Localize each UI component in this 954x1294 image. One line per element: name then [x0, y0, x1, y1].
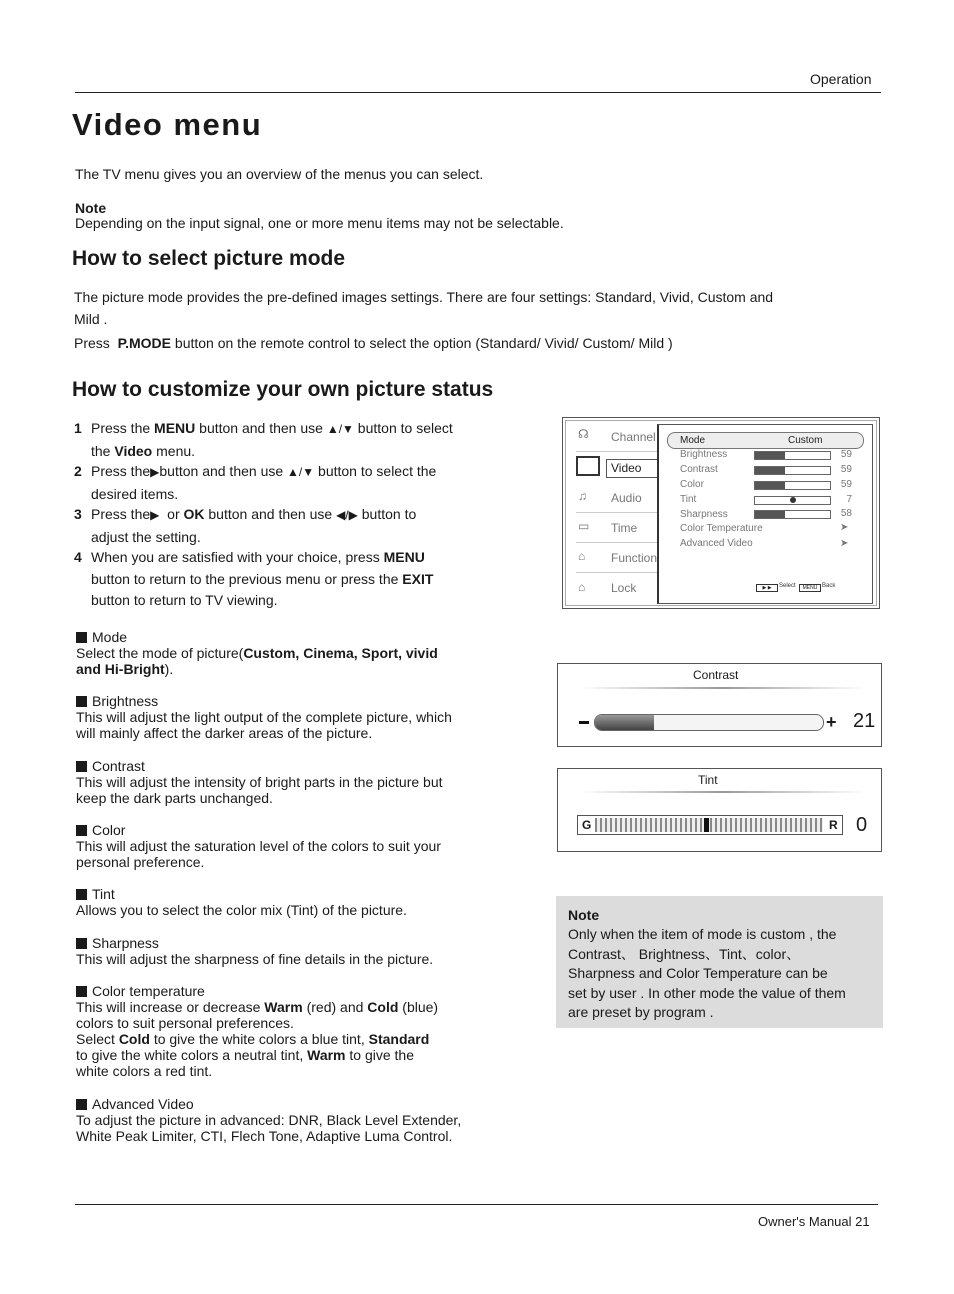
contrast-osd-title: Contrast: [693, 668, 739, 682]
channel-icon: ☊: [578, 427, 589, 441]
bullet-square-icon: [76, 1099, 87, 1110]
customize-heading: How to customize your own picture status: [72, 378, 494, 401]
function-icon: ⌂: [578, 549, 586, 563]
row-color-value: 59: [840, 479, 852, 490]
item-desc: [76, 1047, 438, 1063]
row-color-label: Color: [680, 479, 704, 490]
row-tint-label: Tint: [680, 494, 697, 505]
item-title: [76, 1096, 461, 1112]
tint-ticks: [595, 818, 823, 832]
select-mode-paragraph-line2: Mild .: [74, 311, 108, 327]
item-title: [76, 822, 441, 838]
up-down-arrow-icon: ▲/▼: [287, 465, 315, 479]
audio-icon: ♫: [578, 489, 587, 503]
footer-back-label: Back: [822, 583, 836, 589]
item-text: This will adjust the light output of the complete picture, which: [76, 709, 452, 725]
item-text: to give the white colors a neutral tint,: [76, 1047, 304, 1063]
item-title: [76, 935, 433, 951]
note-line: set by user . In other mode the value of them: [568, 984, 846, 1001]
item-title: [76, 758, 443, 774]
item-text: White Peak Limiter, CTI, Flech Tone, Adaptive Luma Control.: [76, 1128, 453, 1144]
item-text: will mainly affect the darker areas of the picture.: [76, 725, 373, 741]
item-title: [76, 629, 516, 645]
side-divider: [576, 512, 658, 513]
item-bold: Cold: [118, 1031, 150, 1047]
step-number: 2: [74, 463, 82, 479]
item-text: (blue): [402, 999, 439, 1015]
side-divider: [576, 451, 658, 452]
item-brightness: [76, 693, 452, 741]
video-icon: [576, 456, 600, 476]
step-text: button to select: [353, 420, 453, 436]
row-brightness-label: Brightness: [680, 449, 728, 460]
item-name: Mode: [92, 629, 128, 645]
bar-fill: [755, 482, 785, 489]
item-text: This will increase or decrease: [76, 999, 261, 1015]
row-tint-bar[interactable]: [754, 496, 831, 505]
tint-osd: [557, 768, 882, 852]
item-bold: and Hi-Bright: [76, 661, 165, 677]
tint-right-label: R: [829, 818, 838, 832]
press-rest: button on the remote control to select the option (Standard/ Vivid/ Custom/ Mild ): [174, 335, 673, 351]
item-title: [76, 983, 438, 999]
side-menu-function[interactable]: Function: [611, 551, 658, 565]
item-text: (red) and: [306, 999, 364, 1015]
side-divider: [576, 542, 658, 543]
step-text: Press the: [91, 420, 151, 436]
step-text: Press the: [91, 506, 151, 522]
plus-icon: +: [826, 712, 837, 732]
row-color-bar[interactable]: [754, 481, 831, 490]
step-text: button to: [357, 506, 417, 522]
left-right-arrow-icon: ◀/▶: [336, 508, 358, 522]
item-bold: Standard: [368, 1031, 430, 1047]
step-text: button and then use: [208, 506, 337, 522]
side-menu-video: Video: [611, 461, 642, 475]
item-name: Color temperature: [92, 983, 205, 999]
exit-key: EXIT: [402, 570, 434, 587]
color-temperature-arrow-icon: ➤: [840, 522, 849, 533]
bar-fill: [755, 452, 785, 459]
tint-osd-divider: [580, 791, 865, 793]
tint-dot-icon: [790, 497, 796, 503]
step-4: [74, 547, 514, 612]
header-rule: [75, 92, 881, 93]
footer-page-label: Owner's Manual 21: [758, 1214, 870, 1229]
page-title: Video menu: [72, 107, 263, 142]
item-text: to give the: [349, 1047, 415, 1063]
select-mode-heading: How to select picture mode: [72, 247, 346, 270]
note-line: Only when the item of mode is custom , the: [568, 926, 837, 942]
tint-marker: [704, 818, 709, 832]
bullet-square-icon: [76, 696, 87, 707]
item-color-temperature: [76, 983, 438, 1079]
row-tint-value: 7: [846, 494, 852, 505]
item-sharpness: [76, 935, 433, 967]
item-title: [76, 886, 407, 902]
footer-rule: [75, 1204, 878, 1205]
ok-key: OK: [183, 506, 205, 522]
item-name: Sharpness: [92, 935, 159, 951]
item-text: Select the mode of picture(: [76, 645, 244, 661]
menu-key: MENU: [154, 420, 196, 436]
video-key: Video: [114, 442, 153, 459]
side-menu-audio[interactable]: Audio: [611, 491, 642, 505]
step-1: [74, 418, 514, 462]
item-bold: Custom, Cinema, Sport, vivid: [243, 645, 438, 661]
step-number: 1: [74, 420, 82, 436]
step-text: adjust the setting.: [91, 528, 201, 545]
row-sharpness-bar[interactable]: [754, 510, 831, 519]
mode-label: Mode: [680, 435, 706, 446]
item-desc: [76, 645, 516, 661]
item-text: white colors a red tint.: [76, 1063, 213, 1079]
bullet-square-icon: [76, 986, 87, 997]
item-name: Tint: [92, 886, 115, 902]
contrast-slider[interactable]: [577, 712, 841, 732]
item-bold: Warm: [264, 999, 303, 1015]
advanced-video-arrow-icon: ➤: [840, 538, 849, 549]
step-2: [74, 461, 514, 505]
side-menu-lock[interactable]: Lock: [611, 581, 637, 595]
item-name: Advanced Video: [92, 1096, 194, 1112]
note-line: are preset by program .: [568, 1004, 714, 1020]
row-contrast-label: Contrast: [680, 464, 718, 475]
item-bold: Warm: [307, 1047, 346, 1063]
step-3: [74, 504, 514, 548]
item-title: [76, 693, 452, 709]
item-text: ).: [164, 661, 174, 677]
header-section-label: Operation: [810, 71, 872, 87]
bullet-square-icon: [76, 632, 87, 643]
bullet-square-icon: [76, 825, 87, 836]
note-line: Sharpness and Color Temperature can be: [568, 965, 828, 981]
item-text: keep the dark parts unchanged.: [76, 790, 273, 806]
up-down-arrow-icon: ▲/▼: [326, 422, 354, 436]
step-text: the: [91, 442, 111, 459]
item-text: Select: [76, 1031, 115, 1047]
select-mode-press-line: [74, 335, 673, 351]
item-tint: [76, 886, 407, 918]
item-text: To adjust the picture in advanced: DNR, Black Level Extender,: [76, 1112, 462, 1128]
slider-fill: [595, 715, 654, 730]
pmode-key: P.MODE: [117, 335, 172, 351]
press-text: Press: [74, 335, 110, 351]
item-text: This will adjust the sharpness of fine details in the picture.: [76, 951, 434, 967]
mode-value: Custom: [788, 435, 823, 446]
step-text: button and then use: [199, 420, 327, 436]
side-menu-channel[interactable]: Channel: [611, 430, 656, 444]
slider-track: [594, 714, 824, 731]
right-arrow-icon: ▶: [150, 508, 160, 522]
item-text: This will adjust the intensity of bright parts in the picture but: [76, 774, 443, 790]
step-text: button and then use: [159, 463, 288, 479]
item-desc: [76, 1031, 438, 1047]
step-text: button to return to TV viewing.: [91, 592, 278, 608]
bullet-square-icon: [76, 889, 87, 900]
note-box-label: Note: [568, 907, 600, 923]
row-sharpness-label: Sharpness: [680, 509, 728, 520]
step-number: 3: [74, 506, 82, 522]
item-color: [76, 822, 441, 870]
note-box-text: [568, 925, 846, 1023]
footer-select-label: Select: [779, 583, 796, 589]
row-contrast-bar[interactable]: [754, 466, 831, 475]
item-text: colors to suit personal preferences.: [76, 1015, 294, 1031]
footer-select-keys-icon: ▶ ▶: [756, 584, 778, 592]
tint-osd-title: Tint: [698, 773, 718, 787]
item-contrast: [76, 758, 443, 806]
side-divider: [576, 572, 658, 573]
contrast-value: 21: [853, 710, 876, 732]
row-brightness-bar[interactable]: [754, 451, 831, 460]
step-text: Press the: [91, 463, 151, 479]
item-name: Brightness: [92, 693, 159, 709]
note-line: Contrast、 Brightness、Tint、color、: [568, 945, 801, 962]
intro-text: The TV menu gives you an overview of the menus you can select.: [75, 166, 484, 182]
note-label: Note: [75, 200, 107, 216]
item-mode: [76, 629, 516, 677]
item-name: Color: [92, 822, 126, 838]
step-number: 4: [74, 549, 82, 565]
time-icon: ▭: [578, 519, 590, 533]
row-color-temperature[interactable]: Color Temperature: [680, 523, 763, 534]
item-advanced-video: [76, 1096, 461, 1144]
item-desc: [76, 661, 516, 677]
tint-left-label: G: [582, 818, 592, 832]
item-text: to give the white colors a blue tint,: [153, 1031, 365, 1047]
item-text: Allows you to select the color mix (Tint) of the picture.: [76, 902, 407, 918]
step-text: or: [167, 506, 180, 522]
minus-icon: [579, 721, 589, 724]
row-brightness-value: 59: [840, 449, 852, 460]
item-name: Contrast: [92, 758, 145, 774]
bullet-square-icon: [76, 938, 87, 949]
footer-menu-key-icon: MENU: [799, 584, 821, 592]
row-contrast-value: 59: [840, 464, 852, 475]
item-desc: [76, 999, 438, 1015]
note-text: Depending on the input signal, one or more menu items may not be selectable.: [75, 215, 564, 231]
item-bold: Cold: [367, 999, 399, 1015]
select-mode-paragraph-line1: The picture mode provides the pre-defined images settings. There are four settings: Standard, Vivid, Custom and: [74, 289, 774, 305]
step-text: button to return to the previous menu or press the: [91, 570, 399, 587]
bar-fill: [755, 511, 785, 518]
row-advanced-video[interactable]: Advanced Video: [680, 538, 753, 549]
lock-icon: ⌂: [578, 580, 586, 594]
bar-fill: [755, 467, 785, 474]
right-arrow-icon: ▶: [150, 465, 160, 479]
tint-value: 0: [856, 814, 868, 836]
step-text: desired items.: [91, 485, 179, 502]
item-text: personal preference.: [76, 854, 205, 870]
side-menu-time[interactable]: Time: [611, 521, 638, 535]
step-text: When you are satisfied with your choice, press: [91, 549, 380, 565]
contrast-osd-divider: [580, 687, 865, 689]
row-sharpness-value: 58: [840, 508, 852, 519]
step-text: menu.: [156, 442, 196, 459]
menu-key: MENU: [383, 549, 425, 565]
item-text: This will adjust the saturation level of the colors to suit your: [76, 838, 441, 854]
bullet-square-icon: [76, 761, 87, 772]
step-text: button to select the: [314, 463, 437, 479]
tint-slider[interactable]: [577, 815, 843, 835]
